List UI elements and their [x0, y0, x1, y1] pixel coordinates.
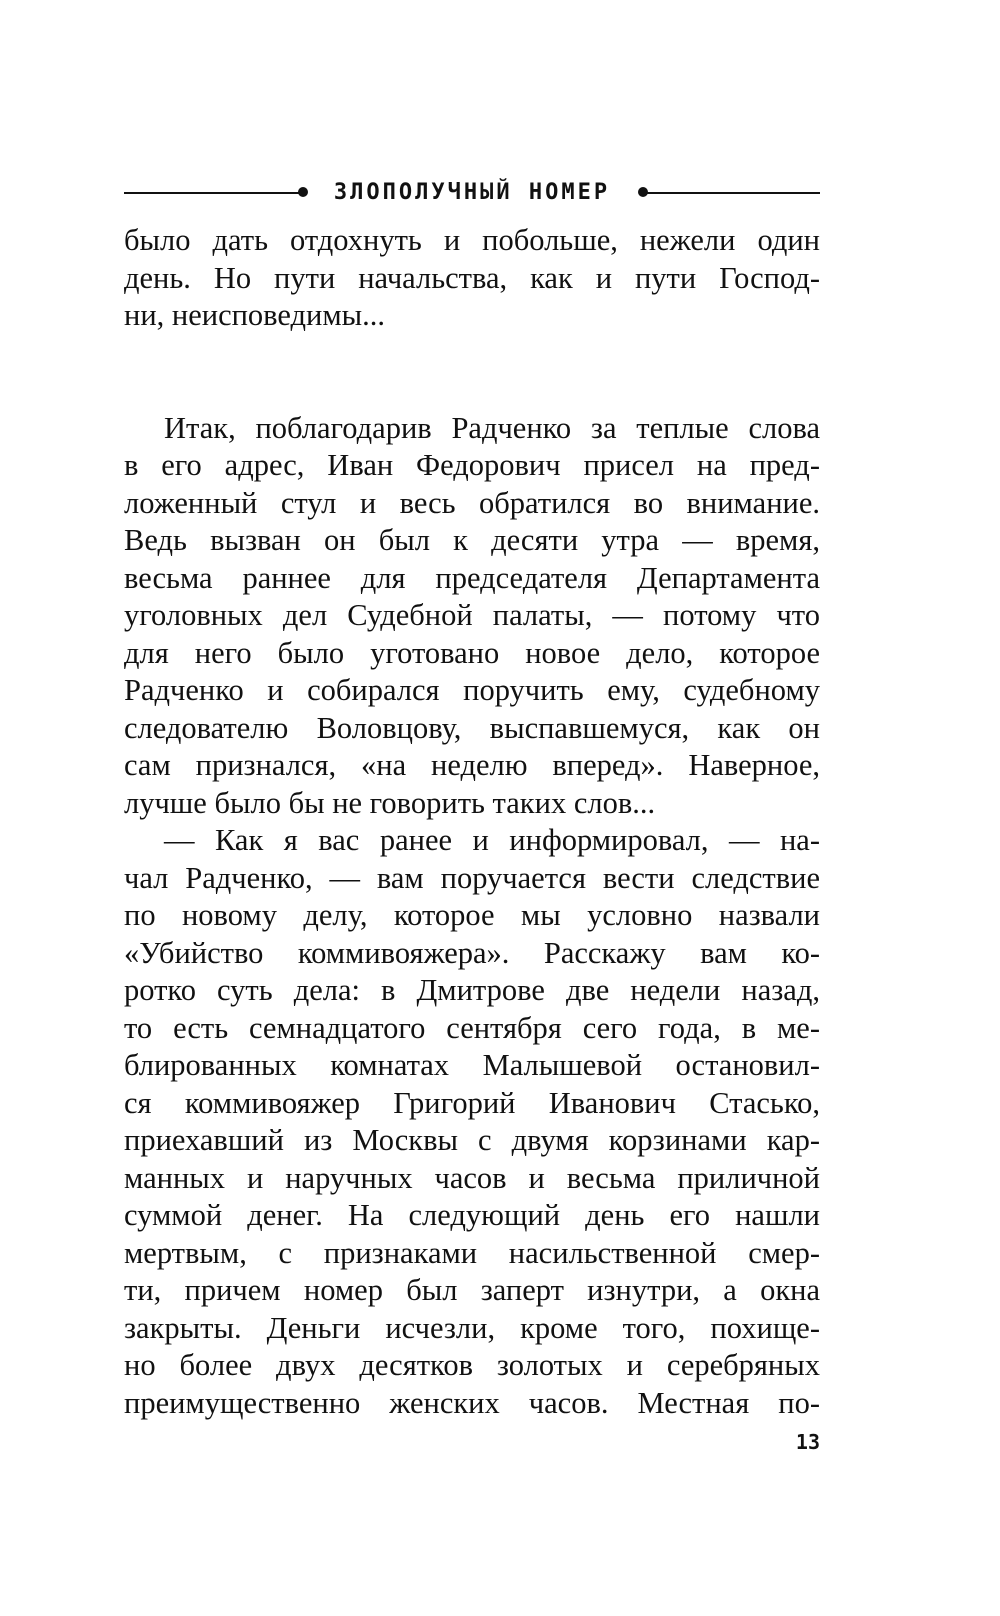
text-line: лучше было бы не говорить таких слов...	[124, 785, 656, 820]
text-line: ся коммивояжер Григорий Иванович Стасько,	[124, 1085, 820, 1120]
text-line: ложенный стул и весь обратился во внимание.	[124, 485, 820, 520]
text-line: Ведь вызван он был к десяти утра — время,	[124, 523, 820, 557]
text-line: весьма раннее для председателя Департамента	[124, 560, 820, 595]
page-number: 13	[795, 1430, 820, 1454]
bullet-icon	[298, 187, 308, 197]
body-text	[124, 222, 820, 1422]
text-line: закрыты. Деньги исчезли, кроме того, похище-	[124, 1310, 820, 1345]
text-line: уголовных дел Судебной палаты, — потому что	[124, 598, 820, 632]
text-line: «Убийство коммивояжера». Расскажу вам ко-	[124, 935, 820, 970]
text-line: блированных комнатах Малышевой остановил-	[124, 1048, 820, 1082]
text-line: в его адрес, Иван Федорович присел на пред-	[124, 448, 820, 482]
running-header	[124, 178, 820, 208]
text-line: преимущественно женских часов. Местная по-	[124, 1385, 820, 1420]
text-line: но более двух десятков золотых и серебряных	[124, 1348, 820, 1382]
text-line: Итак, поблагодарив Радченко за теплые слова	[164, 410, 820, 445]
text-line: Радченко и собирался поручить ему, судебному	[124, 673, 820, 707]
text-line: чал Радченко, — вам поручается вести следствие	[124, 860, 820, 895]
text-line: сам признался, «на неделю вперед». Наверное,	[124, 748, 820, 782]
section-break	[124, 335, 820, 410]
text-line: день. Но пути начальства, как и пути Господ-	[124, 260, 820, 295]
running-title: ЗЛОПОЛУЧНЫЙ НОМЕР	[333, 180, 611, 205]
text-line: ти, причем номер был заперт изнутри, а окна	[124, 1273, 820, 1307]
text-line: то есть семнадцатого сентября сего года, в ме-	[124, 1010, 820, 1045]
text-line: ни, неисповедимы...	[124, 298, 386, 332]
text-line: суммой денег. На следующий день его нашли	[124, 1198, 820, 1232]
text-line: манных и наручных часов и весьма приличной	[124, 1160, 820, 1195]
text-line: ротко суть дела: в Дмитрове две недели назад,	[124, 973, 820, 1007]
text-line: мертвым, с признаками насильственной смер-	[124, 1235, 820, 1270]
text-line: — Как я вас ранее и информировал, — на-	[164, 823, 820, 857]
text-line: было дать отдохнуть и побольше, нежели один	[124, 223, 820, 257]
text-line: следователю Воловцову, выспавшемуся, как он	[124, 710, 820, 745]
text-line: приехавший из Москвы с двумя корзинами кар-	[124, 1123, 820, 1157]
text-line: для него было уготовано новое дело, которое	[124, 635, 820, 670]
header-rule-right	[642, 192, 820, 194]
header-rule-left	[124, 192, 302, 194]
text-line: по новому делу, которое мы условно назвали	[124, 898, 820, 932]
